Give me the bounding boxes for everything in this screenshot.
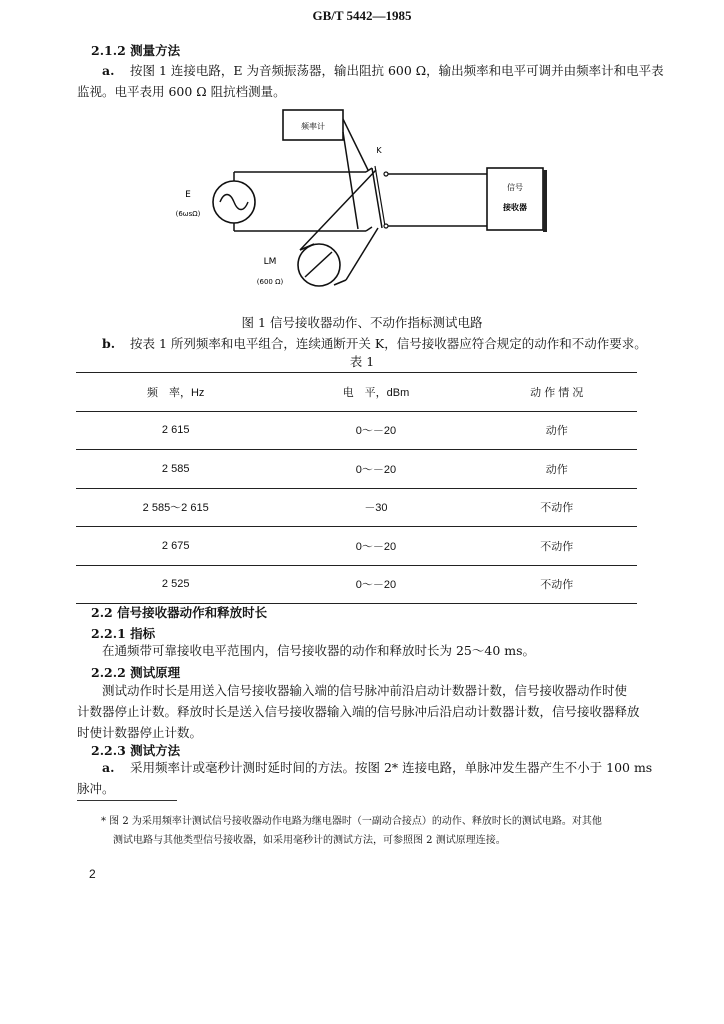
frequency-meter-label: 频率计 xyxy=(301,122,325,131)
receiver-label-line1: 信号 xyxy=(507,183,523,192)
footnote-line1: * 图 2 为采用频率计测试信号接收器动作电路为继电器时（一副动合接点）的动作、释放时长的测试电路。对其他 xyxy=(101,816,602,827)
oscillator-impedance: (6ωsΩ) xyxy=(175,210,201,218)
table-row xyxy=(76,411,637,450)
section-2-2-2-line3: 时使计数器停止计数。 xyxy=(77,725,203,740)
footnote-divider xyxy=(77,800,177,801)
cell-level: －30 xyxy=(275,488,476,527)
section-2-2-2-line1: 测试动作时长是用送入信号接收器输入端的信号脉冲前沿启动计数器计数，信号接收器动作时使 xyxy=(102,683,628,698)
cell-action: 不动作 xyxy=(476,488,637,527)
cell-action: 动作 xyxy=(476,450,637,489)
col-header-frequency: 频 率，Hz xyxy=(76,373,275,412)
cell-frequency: 2 585 xyxy=(76,450,275,489)
figure-1-circuit xyxy=(150,100,570,305)
level-meter-label: LM xyxy=(263,257,277,267)
section-2-2-1-text: 在通频带可靠接收电平范围内，信号接收器的动作和释放时长为 25～40 ms。 xyxy=(102,643,536,658)
standard-header: GB/T 5442—1985 xyxy=(312,8,412,23)
table-row xyxy=(76,488,637,527)
item-label-a: a. xyxy=(102,760,115,775)
cell-level: 0～－20 xyxy=(275,565,476,604)
section-2-2-3-a-line2: 脉冲。 xyxy=(77,781,115,796)
page-number: 2 xyxy=(89,867,96,881)
table-row xyxy=(76,527,637,566)
footnote-line2: 测试电路与其他类型信号接收器，如采用毫秒计的测试方法，可参照图 2 测试原理连接。 xyxy=(113,835,506,846)
section-2-2-2-title: 2.2.2 测试原理 xyxy=(91,665,181,680)
table-row xyxy=(76,450,637,489)
signal-receiver-box xyxy=(487,168,543,230)
table-row xyxy=(76,565,637,604)
level-meter-impedance: (600 Ω) xyxy=(256,278,284,286)
figure-1-caption: 图 1 信号接收器动作、不动作指标测试电路 xyxy=(241,315,483,330)
section-2-2-3-title: 2.2.3 测试方法 xyxy=(91,743,181,758)
section-2-2-title: 2.2 信号接收器动作和释放时长 xyxy=(91,605,268,620)
section-2-2-1-title: 2.2.1 指标 xyxy=(91,626,156,641)
section-2-2-3-a-line1: a. 采用频率计或毫秒计测时延时间的方法。按图 2* 连接电路，单脉冲发生器产生不小于 100 ms xyxy=(102,757,652,778)
receiver-label-line2: 接收器 xyxy=(503,203,527,212)
cell-frequency: 2 525 xyxy=(76,565,275,604)
table-1 xyxy=(76,372,637,604)
cell-frequency: 2 585～2 615 xyxy=(76,488,275,527)
para-a-line1: a. 按图 1 连接电路，E 为音频振荡器，输出阻抗 600 Ω，输出频率和电平可调并由频率计和电平表 xyxy=(102,60,664,81)
switch-label: K xyxy=(376,146,382,155)
cell-level: 0～－20 xyxy=(275,411,476,450)
para-a-line2: 监视。电平表用 600 Ω 阻抗档测量。 xyxy=(77,84,286,99)
cell-action: 动作 xyxy=(476,411,637,450)
section-2-2-2-line2: 计数器停止计数。释放时长是送入信号接收器输入端的信号脉冲后沿启动计数器计数，信号接收器释放 xyxy=(77,704,640,719)
section-2-1-2-title: 2.1.2 测量方法 xyxy=(91,43,181,58)
cell-frequency: 2 615 xyxy=(76,411,275,450)
oscillator-label: E xyxy=(185,190,191,200)
cell-action: 不动作 xyxy=(476,565,637,604)
cell-frequency: 2 675 xyxy=(76,527,275,566)
para-b: b. 按表 1 所列频率和电平组合，连续通断开关 K，信号接收器应符合规定的动作和不动作要求。 xyxy=(102,333,647,354)
table-header-row xyxy=(76,373,637,412)
cell-level: 0～－20 xyxy=(275,527,476,566)
col-header-action: 动 作 情 况 xyxy=(476,373,637,412)
table-1-title: 表 1 xyxy=(349,354,375,369)
cell-action: 不动作 xyxy=(476,527,637,566)
item-label-b: b. xyxy=(102,336,116,351)
col-header-level: 电 平，dBm xyxy=(275,373,476,412)
item-label-a: a. xyxy=(102,63,115,78)
cell-level: 0～－20 xyxy=(275,450,476,489)
